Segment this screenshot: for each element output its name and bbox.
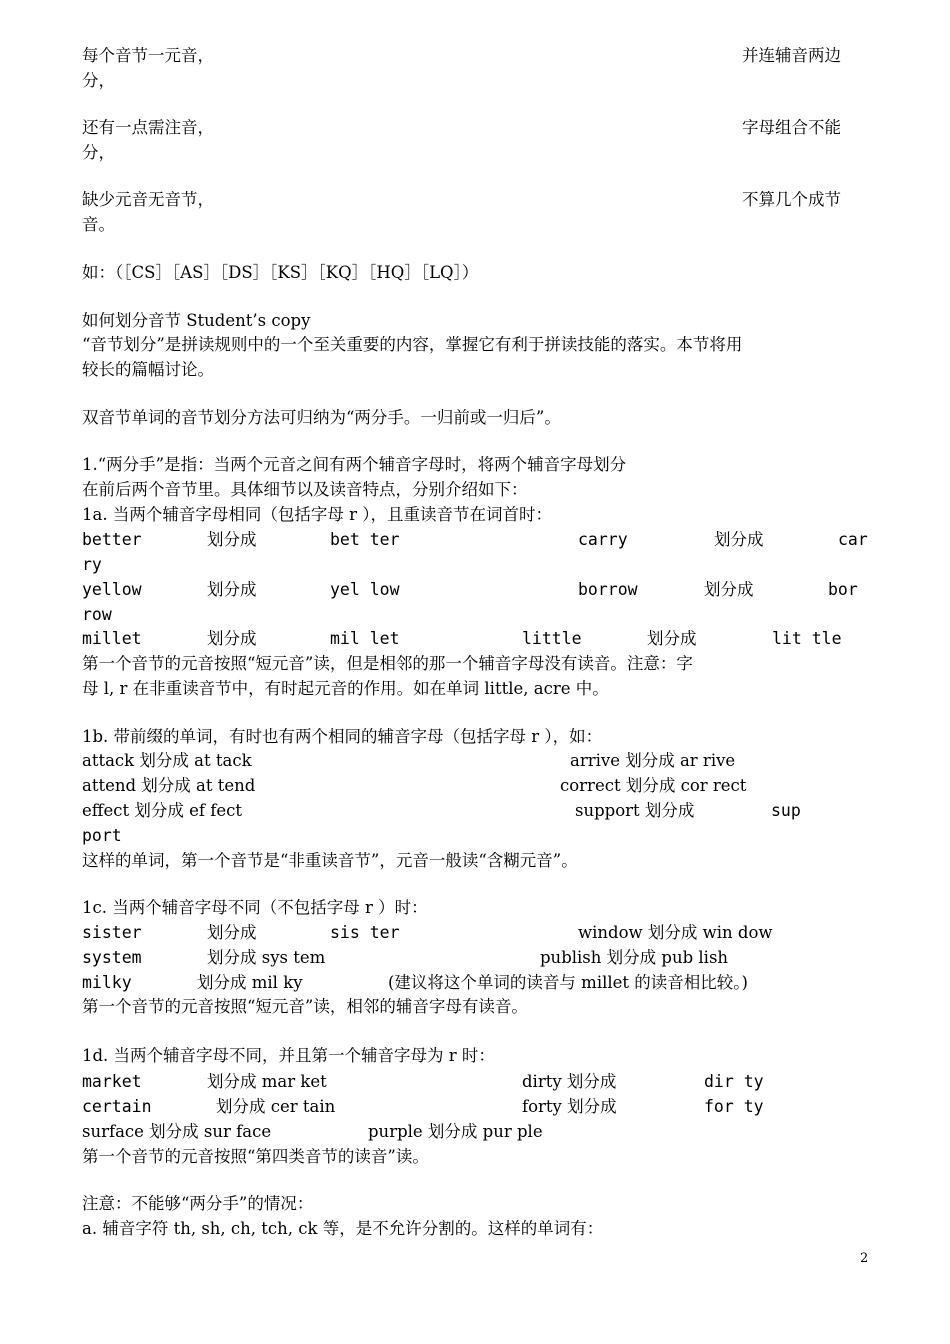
poem-line-1-right: 并连辅音两边 (742, 46, 841, 65)
s1d-row2-split: 划分成 cer tain (216, 1097, 336, 1116)
s1b-row3-right: support 划分成 (575, 801, 695, 820)
s1b-row1-right: arrive 划分成 ar rive (570, 751, 736, 770)
s1c-row2-right: publish 划分成 pub lish (540, 948, 729, 967)
page-number: 2 (860, 1251, 869, 1266)
poem-line-3-cont: 音。 (82, 215, 115, 234)
s1d-row2-split2: for ty (704, 1097, 764, 1116)
s1a-row2-split2: bor (828, 580, 858, 599)
s1c-row1-verb: 划分成 (207, 923, 257, 942)
s1b-row2-right: correct 划分成 cor rect (560, 776, 747, 795)
s1a-row2-word: yellow (82, 580, 142, 599)
s1b-note: 这样的单词，第一个音节是“非重读音节”，元音一般读“含糊元音”。 (82, 851, 578, 870)
s1d-heading: 1d. 当两个辅音字母不同，并且第一个辅音字母为 r 时： (82, 1046, 495, 1065)
s1a-row1-verb2: 划分成 (714, 530, 764, 549)
example-codes: 如：（［CS］［AS］［DS］［KS］［KQ］［HQ］［LQ］） (82, 263, 479, 282)
s1b-row3-split: sup (771, 801, 801, 820)
poem-line-3-right: 不算几个成节 (742, 190, 841, 209)
section-title: 如何划分音节 Student’s copy (82, 311, 311, 330)
s1d-row1-split: 划分成 mar ket (207, 1072, 327, 1091)
s1c-row1-split: sis ter (330, 923, 400, 942)
poem-line-2-cont: 分， (82, 143, 115, 162)
s1c-row1-word: sister (82, 923, 142, 942)
s1b-heading: 1b. 带前缀的单词，有时也有两个相同的辅音字母（包括字母 r ），如： (82, 727, 603, 746)
s1a-row3-verb2: 划分成 (647, 629, 697, 648)
s1b-row3-left: effect 划分成 ef fect (82, 801, 242, 820)
s1a-note-line-1: 第一个音节的元音按照“短元音”读，但是相邻的那一个辅音字母没有读音。注意：字 (82, 654, 693, 673)
poem-line-1-cont: 分， (82, 71, 115, 90)
caution-heading: 注意：不能够“两分手”的情况： (82, 1194, 314, 1213)
s1c-row2-split: 划分成 sys tem (207, 948, 326, 967)
s1c-row3-note: (建议将这个单词的读音与 millet 的读音相比较。) (388, 973, 748, 992)
s1d-row3-left: surface 划分成 sur face (82, 1122, 272, 1141)
s1c-row1-right: window 划分成 win dow (578, 923, 773, 942)
s1b-row2-left: attend 划分成 at tend (82, 776, 256, 795)
s1a-row2-word2: borrow (578, 580, 638, 599)
s1a-row3-word2: little (522, 629, 582, 648)
s1a-note-line-2: 母 l, r 在非重读音节中，有时起元音的作用。如在单词 little, acre 中。 (82, 679, 609, 698)
p1-line-2: 在前后两个音节里。具体细节以及读音特点，分别介绍如下： (82, 480, 528, 499)
poem-line-2-right: 字母组合不能 (742, 118, 841, 137)
s1d-row2-word: certain (82, 1097, 152, 1116)
s1a-row3-verb: 划分成 (207, 629, 257, 648)
s1b-row1-left: attack 划分成 at tack (82, 751, 252, 770)
intro-line-2: 较长的篇幅讨论。 (82, 360, 214, 379)
s1a-row3-split: mil let (330, 629, 400, 648)
caution-item-a: a. 辅音字符 th, sh, ch, tch, ck 等，是不允许分割的。这样的单词有： (82, 1219, 604, 1238)
s1c-heading: 1c. 当两个辅音字母不同（不包括字母 r ）时： (82, 898, 428, 917)
s1a-row1-verb: 划分成 (207, 530, 257, 549)
s1a-row1-cont: ry (82, 555, 102, 574)
s1a-row1-word2: carry (578, 530, 628, 549)
p1-line-1: 1.“两分手”是指：当两个元音之间有两个辅音字母时，将两个辅音字母划分 (82, 455, 627, 474)
s1d-row1-word: market (82, 1072, 142, 1091)
s1c-row3-split: 划分成 mil ky (197, 973, 303, 992)
s1d-row1-split2: dir ty (704, 1072, 764, 1091)
s1b-row3-cont: port (82, 826, 122, 845)
s1a-row1-split: bet ter (330, 530, 400, 549)
s1a-row3-word: millet (82, 629, 142, 648)
summary: 双音节单词的音节划分方法可归纳为“两分手。一归前或一归后”。 (82, 408, 561, 427)
s1a-row2-cont: row (82, 605, 112, 624)
s1a-row1-split2: car (838, 530, 868, 549)
poem-line-1-left: 每个音节一元音， (82, 46, 214, 65)
poem-line-2-left: 还有一点需注音， (82, 118, 214, 137)
s1a-heading: 1a. 当两个辅音字母相同（包括字母 r ），且重读音节在词首时： (82, 505, 552, 524)
s1a-row2-verb: 划分成 (207, 580, 257, 599)
poem-line-3-left: 缺少元音无音节， (82, 190, 214, 209)
s1a-row2-split: yel low (330, 580, 400, 599)
intro-line-1: “音节划分”是拼读规则中的一个至关重要的内容，掌握它有利于拼读技能的落实。本节将用 (82, 335, 743, 354)
s1a-row1-word: better (82, 530, 142, 549)
s1d-row2-word2: forty 划分成 (522, 1097, 617, 1116)
s1c-row3-word: milky (82, 973, 132, 992)
s1a-row2-verb2: 划分成 (704, 580, 754, 599)
s1a-row3-split2: lit tle (772, 629, 842, 648)
s1c-note: 第一个音节的元音按照“短元音”读，相邻的辅音字母有读音。 (82, 997, 528, 1016)
s1c-row2-word: system (82, 948, 142, 967)
s1d-note: 第一个音节的元音按照“第四类音节的读音”读。 (82, 1147, 429, 1166)
s1d-row1-word2: dirty 划分成 (522, 1072, 617, 1091)
s1d-row3-right: purple 划分成 pur ple (368, 1122, 543, 1141)
